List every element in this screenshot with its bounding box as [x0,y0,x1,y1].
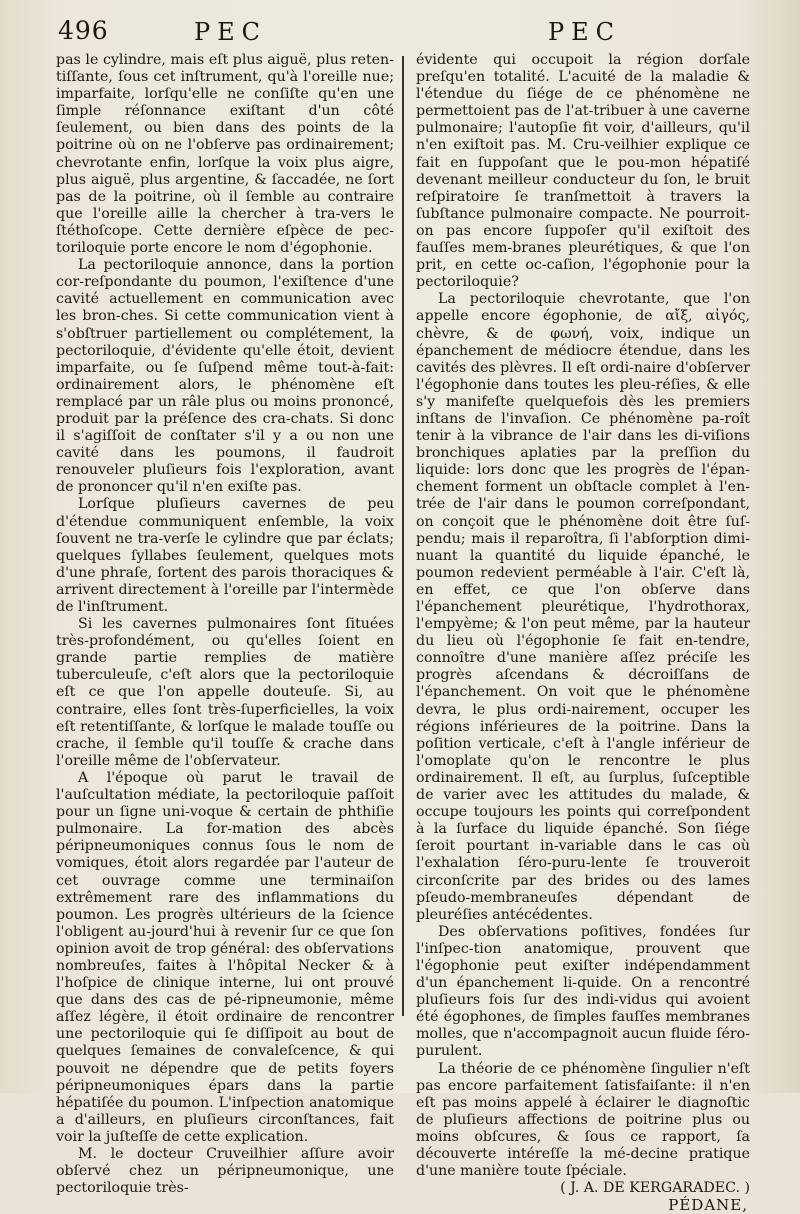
catchword: PÉDANE, [668,1196,748,1214]
page-number: 496 [58,16,109,45]
paragraph: La pectoriloquie annonce, dans la portion cor-reſpondante du poumon, l'exiſtence d'une cavité actuellement en communication avec les bron-ches. Si cette communication vient à s'obſtruer partiellement ou complétement, la pectoriloquie, d'évidente qu'elle étoit, devient imparfaite, ou ſe ſuſpend même tout-à-fait: ordinairement alors, le phénomène eſt remplacé par un râle plus ou moins prononcé, produit par la préſence des cra-chats. Si donc il s'agiſſoit de conſtater s'il y a ou non une cavité dans les poumons, il faudroit renouveler pluſieurs fois l'exploration, avant de prononcer qu'il n'en exiſte pas. [56,257,394,496]
running-head-right: PEC [548,18,622,46]
paragraph: évidente qui occupoit la région dorſale preſqu'en totalité. L'acuité de la maladie & l'étendue du ſiége de ce phénomène ne permettoient pas de l'at-tribuer à une caverne pulmonaire; l'autopſie fit voir, d'ailleurs, qu'il n'en exiſtoit pas. M. Cru-veilhier explique ce fait en ſuppoſant que le pou-mon hépatiſé devenant meilleur conducteur du ſon, le bruit reſpiratoire ſe tranſmettoit à travers la ſubſtance pulmonaire compacte. Ne pourroit-on pas encore ſuppoſer qu'il exiſtoit des fauſſes mem-branes pleurétiques, & que l'on prit, en cette oc-caſion, l'égophonie pour la pectoriloquie? [416,52,750,291]
paragraph: M. le docteur Cruveilhier aſſure avoir obſervé chez un péripneumonique, une pectoriloquie très- [56,1146,394,1197]
paragraph: Si les cavernes pulmonaires ſont ſituées très-profondément, ou qu'elles ſoient en grande partie remplies de matière tuberculeuſe, c'eſt alors que la pectoriloquie eſt ce que l'on appelle douteuſe. Si, au contraire, elles ſont très-ſuperficielles, la voix eſt retentiſſante, & lorſque le malade touſſe ou crache, il ſemble qu'il touſſe & crache dans l'oreille même de l'obſervateur. [56,616,394,769]
right-column [416,52,750,1214]
paragraph: La théorie de ce phénomène ſingulier n'eſt pas encore parfaitement ſatisfaiſante: il n'en eſt pas moins appelé à éclairer le diagnoſtic de pluſieurs affections de poitrine plus ou moins obſcures, & ſous ce rapport, ſa découverte intéreſſe la mé-decine pratique d'une manière toute ſpéciale. [416,1060,750,1180]
page-header [0,14,800,54]
author-signature: ( J. A. DE KERGARADEC. ) [560,1180,750,1197]
paragraph: Lorſque pluſieurs cavernes de peu d'étendue communiquent enſemble, la voix ſouvent ne tra-verſe le cylindre que par éclats; quelques ſyllabes ſeulement, quelques mots d'une phraſe, ſortent des parois thoraciques & arrivent directement à l'oreille par l'intermède de l'inſtrument. [56,496,394,615]
left-column [56,52,394,1197]
paragraph: La pectoriloquie chevrotante, que l'on appelle encore égophonie, de αἴξ, αἰγός, chèvre, & de φωνή, voix, indique un épanchement de médiocre étendue, dans les cavités des plèvres. Il eſt ordi-naire d'obſerver l'égophonie dans toutes les pleu-réſies, & elle s'y manifeſte quelquefois dès les premiers inſtans de l'invaſion. Ce phénomène pa-roît tenir à la vibrance de l'air dans les di-viſions bronchiques aplaties par la preſſion du liquide: lors donc que les progrès de l'épan-chement forment un obſtacle complet à l'en-trée de l'air dans le poumon correſpondant, on conçoit que le phénomène doit être ſuſ-pendu; mais il reparoîtra, ſi l'abſorption dimi-nuant la quantité du liquide épanché, le poumon redevient perméable à l'air. C'eſt là, en effet, ce que l'on obſerve dans l'épanchement pleurétique, l'hydrothorax, l'empyème; & l'on peut même, par la hauteur du lieu où l'égophonie ſe fait en-tendre, connoître d'une manière aſſez préciſe les progrès aſcendans & décroiſſans de l'épanchement. On voit que le phénomène devra, le plus ordi-nairement, occuper les régions inférieures de la poitrine. Dans la poſition verticale, c'eſt à l'angle inférieur de l'omoplate qu'on le rencontre le plus ordinairement. Il eſt, au ſurplus, ſuſceptible de varier avec les attitudes du malade, & occupe toujours les points qui correſpondent à la ſurface du liquide épanché. Son ſiége ſeroit pourtant in-variable dans le cas où l'exhalation ſéro-puru-lente ſe trouveroit circonſcrite par des brides ou des lames pſeudo-membraneuſes dépendant de pleuréſies antécédentes. [416,291,750,923]
paragraph: A l'époque où parut le travail de l'auſcultation médiate, la pectoriloquie paſſoit pour un ſigne uni-voque & certain de phthiſie pulmonaire. La for-mation des abcès péripneumoniques connus ſous le nom de vomiques, étoit alors regardée par l'auteur de cet ouvrage comme une terminaiſon extrêmement rare des inflammations du poumon. Les progrès ultérieurs de la ſcience l'obligent au-jourd'hui à revenir ſur ce que ſon opinion avoit de trop général: des obſervations nombreuſes, faites à l'hôpital Necker & à l'hoſpice de clinique interne, lui ont prouvé que dans des cas de pé-ripneumonie, même aſſez légère, il étoit ordinaire de rencontrer une pectoriloquie qui ſe diſſipoit au bout de quelques ſemaines de convaleſcence, & qui pouvoit ne dépendre que de petits foyers péripneumoniques épars dans la partie hépatiſée du poumon. L'inſpection anatomique a d'ailleurs, en pluſieurs circonſtances, fait voir la juſteſſe de cette explication. [56,769,394,1145]
column-divider [402,56,404,1016]
running-head-left: PEC [194,18,268,46]
paragraph: pas le cylindre, mais eſt plus aiguë, plus reten-tiſſante, ſous cet inſtrument, qu'à l'oreille nue; imparfaite, lorſqu'elle ne conſiſte qu'en une ſimple réſonnance exiſtant d'un côté ſeulement, ou bien dans des points de la poitrine où on ne l'obſerve pas ordinairement; chevrotante enfin, lorſque la voix plus aigre, plus aiguë, plus argentine, & ſaccadée, ne ſort pas de la poitrine, où il ſemble au contraire que l'oreille aille la chercher à tra-vers le ſtéthoſcope. Cette dernière eſpèce de pec-toriloquie porte encore le nom d'égophonie. [56,52,394,257]
paragraph: Des obſervations poſitives, fondées ſur l'inſpec-tion anatomique, prouvent que l'égophonie peut exiſter indépendamment d'un épanchement li-quide. On a rencontré pluſieurs fois ſur des indi-vidus qui avoient été égophones, de ſimples fauſſes membranes molles, que n'accompagnoit aucun fluide ſéro-purulent. [416,923,750,1060]
